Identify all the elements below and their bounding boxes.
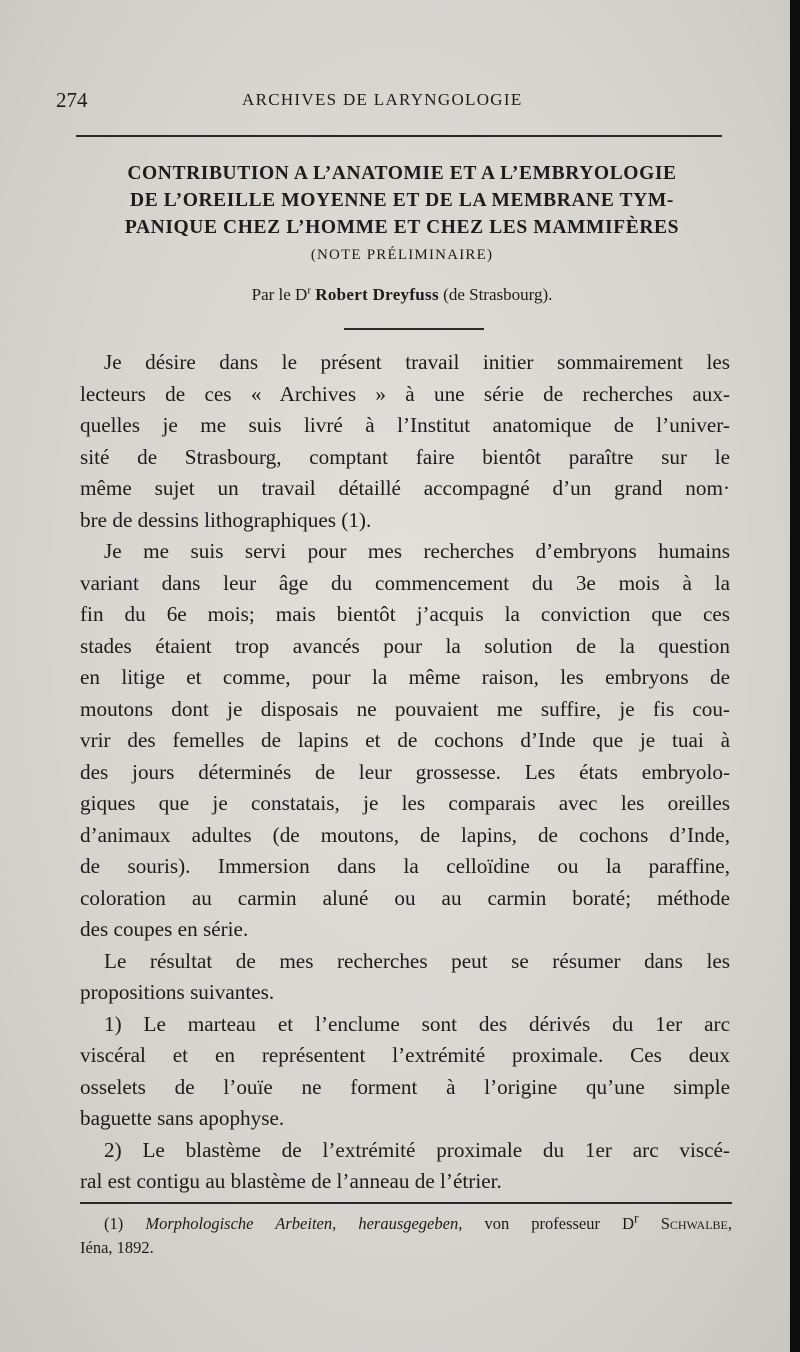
body-line: lecteurs de ces « Archives » à une série de recherches aux- [80, 381, 730, 406]
body-line: propositions suivantes. [80, 980, 275, 1004]
author-name: Robert Dreyfuss [315, 285, 439, 304]
title-line: DE L’OREILLE MOYENNE ET DE LA MEMBRANE TYM- [130, 190, 674, 211]
byline [64, 285, 740, 305]
title-line: CONTRIBUTION A L’ANATOMIE ET A L’EMBRYOLOGIE [127, 163, 677, 184]
byline-prefix: Par le D [251, 285, 308, 304]
body-line: osselets de l’ouïe ne forment à l’origine qu’une simple [80, 1074, 730, 1099]
scan-edge [790, 0, 800, 1352]
body-line: viscéral et en représentent l’extrémité proximale. Ces deux [80, 1043, 730, 1067]
author-affiliation: (de Strasbourg). [443, 285, 553, 304]
body-line: des coupes en série. [80, 917, 249, 941]
header-rule [76, 135, 722, 137]
body-line: coloration au carmin aluné ou au carmin boraté; méthode [80, 885, 730, 910]
body-line: stades étaient trop avancés pour la solution de la question [80, 633, 730, 658]
footnote-marker: (1) [104, 1214, 124, 1233]
body-line: 1) Le marteau et l’enclume sont des dérivés du 1er arc [104, 1011, 730, 1036]
journal-title: ARCHIVES DE LARYNGOLOGIE [242, 90, 523, 109]
body-line: même sujet un travail détaillé accompagné d’un grand nom· [80, 476, 730, 500]
body-line: moutons dont je disposais ne pouvaient me suffire, je fis cou- [80, 696, 730, 721]
body-line: de souris). Immersion dans la celloïdine ou la paraffine, [80, 854, 730, 878]
body-line: Je désire dans le présent travail initier sommairement les [104, 350, 730, 374]
body-line: giques que je constatais, je les comparais avec les oreilles [80, 791, 730, 815]
preliminary-note: (NOTE PRÉLIMINAIRE) [310, 247, 494, 263]
footnote [80, 1212, 732, 1260]
footnote-line: Iéna, 1892. [80, 1238, 154, 1257]
body-line: variant dans leur âge du commencement du 3e mois à la [80, 570, 730, 595]
title-separator-rule [344, 328, 484, 330]
footnote-text: von professeur D [484, 1214, 635, 1233]
body-line: sité de Strasbourg, comptant faire bientôt paraître sur le [80, 444, 730, 469]
byline-prefix-sup: r [307, 284, 311, 297]
body-line: vrir des femelles de lapins et de cochons d’Inde que je tuai à [80, 728, 730, 752]
body-line: d’animaux adultes (de moutons, de lapins, de cochons d’Inde, [80, 822, 730, 847]
footnote-rule [80, 1202, 732, 1204]
body-line: bre de dessins lithographiques (1). [80, 507, 372, 532]
body-line: Je me suis servi pour mes recherches d’embryons humains [104, 539, 730, 563]
page-number: 274 [56, 88, 88, 112]
body-line: ral est contigu au blastème de l’anneau de l’étrier. [80, 1169, 502, 1193]
body-text [80, 347, 730, 1198]
running-head [56, 88, 726, 114]
footnote-editor: Schwalbe, [660, 1214, 733, 1233]
footnote-work-title: Morphologische Arbeiten, herausgegeben, [145, 1214, 463, 1233]
body-line: quelles je me suis livré à l’Institut anatomique de l’univer- [80, 413, 730, 437]
footnote-text-sup: r [634, 1210, 639, 1226]
title-line: PANIQUE CHEZ L’HOMME ET CHEZ LES MAMMIFÈRES [124, 217, 680, 238]
body-line: baguette sans apophyse. [80, 1106, 285, 1130]
body-line: en litige et comme, pour la même raison, les embryons de [80, 665, 730, 689]
body-line: 2) Le blastème de l’extrémité proximale du 1er arc viscé- [104, 1137, 730, 1162]
body-line: Le résultat de mes recherches peut se résumer dans les [104, 948, 730, 973]
body-line: des jours déterminés de leur grossesse. Les états embryolo- [80, 759, 730, 784]
article-title [64, 160, 740, 241]
body-line: fin du 6e mois; mais bientôt j’acquis la conviction que ces [80, 602, 730, 626]
footnote-line [80, 1212, 732, 1236]
